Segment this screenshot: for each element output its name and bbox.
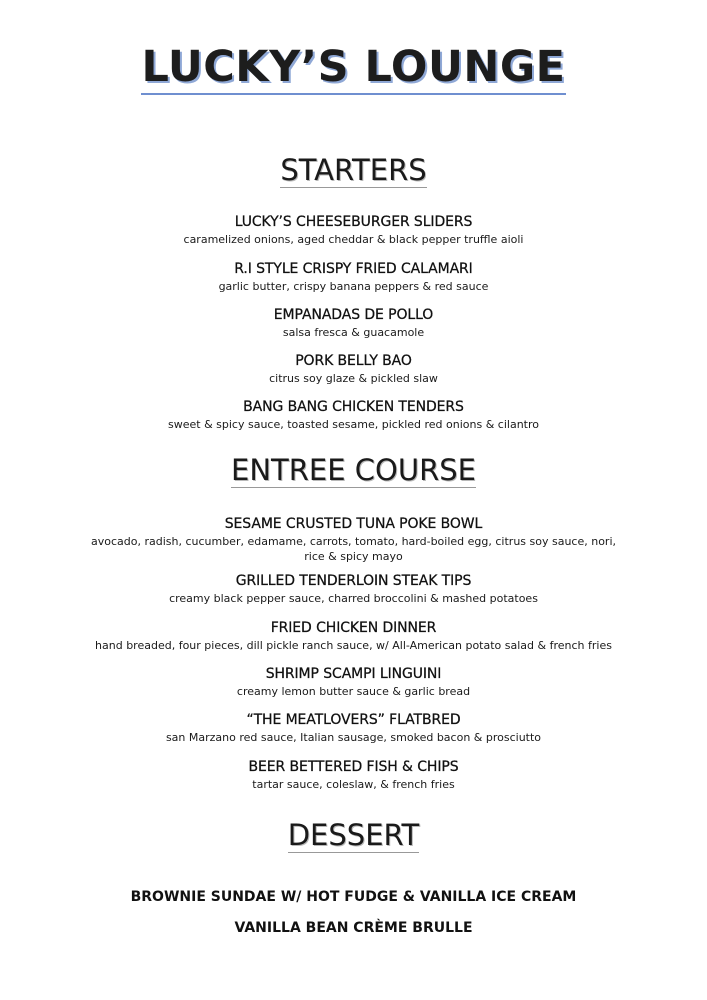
- item-description: creamy lemon butter sauce & garlic bread: [236, 685, 471, 698]
- item-name: SHRIMP SCAMPI LINGUINI: [265, 666, 442, 682]
- item-description: salsa fresca & guacamole: [282, 326, 425, 339]
- menu-item: [20, 572, 687, 606]
- dessert-item: VANILLA BEAN CRÈME BRULLE: [234, 920, 473, 936]
- item-description: caramelized onions, aged cheddar & black pepper truffle aioli: [183, 233, 524, 246]
- menu-item: [20, 306, 687, 340]
- item-description: citrus soy glaze & pickled slaw: [269, 372, 438, 385]
- item-name: LUCKY’S CHEESEBURGER SLIDERS: [234, 214, 473, 230]
- dessert-item: BROWNIE SUNDAE W/ HOT FUDGE & VANILLA ICE CREAM: [130, 889, 577, 905]
- menu-item: [20, 711, 687, 745]
- item-name: PORK BELLY BAO: [295, 353, 412, 369]
- item-name: GRILLED TENDERLOIN STEAK TIPS: [235, 573, 472, 589]
- item-name: “THE MEATLOVERS” FLATBRED: [246, 712, 461, 728]
- item-description: sweet & spicy sauce, toasted sesame, pickled red onions & cilantro: [168, 418, 539, 431]
- menu-item: [20, 758, 687, 792]
- item-name: R.I STYLE CRISPY FRIED CALAMARI: [234, 261, 473, 277]
- item-description: avocado, radish, cucumber, edamame, carrots, tomato, hard-boiled egg, citrus soy sauce, nori,: [90, 535, 617, 548]
- menu-item: [20, 665, 687, 699]
- menu-item: [20, 260, 687, 294]
- entree-heading: ENTREE COURSE: [231, 453, 476, 487]
- starters-heading: STARTERS: [280, 153, 427, 187]
- menu-item: [20, 352, 687, 386]
- item-name: BANG BANG CHICKEN TENDERS: [243, 399, 464, 415]
- item-description: san Marzano red sauce, Italian sausage, smoked bacon & prosciutto: [165, 731, 542, 744]
- item-description: garlic butter, crispy banana peppers & red sauce: [218, 280, 489, 293]
- menu-item: [20, 213, 687, 247]
- menu-item: [20, 398, 687, 432]
- item-name: EMPANADAS DE POLLO: [273, 307, 434, 323]
- item-description-continued: rice & spicy mayo: [304, 550, 403, 563]
- item-name: SESAME CRUSTED TUNA POKE BOWL: [224, 516, 483, 532]
- item-name: BEER BETTERED FISH & CHIPS: [248, 759, 459, 775]
- dessert-heading: DESSERT: [287, 818, 420, 852]
- restaurant-title: LUCKY’S LOUNGE: [0, 42, 707, 95]
- item-description: tartar sauce, coleslaw, & french fries: [252, 778, 455, 791]
- menu-item: [20, 515, 687, 564]
- menu-item: [20, 619, 687, 653]
- item-description: creamy black pepper sauce, charred broccolini & mashed potatoes: [169, 592, 538, 605]
- item-description: hand breaded, four pieces, dill pickle ranch sauce, w/ All-American potato salad & french fries: [95, 639, 612, 652]
- item-name: FRIED CHICKEN DINNER: [270, 620, 437, 636]
